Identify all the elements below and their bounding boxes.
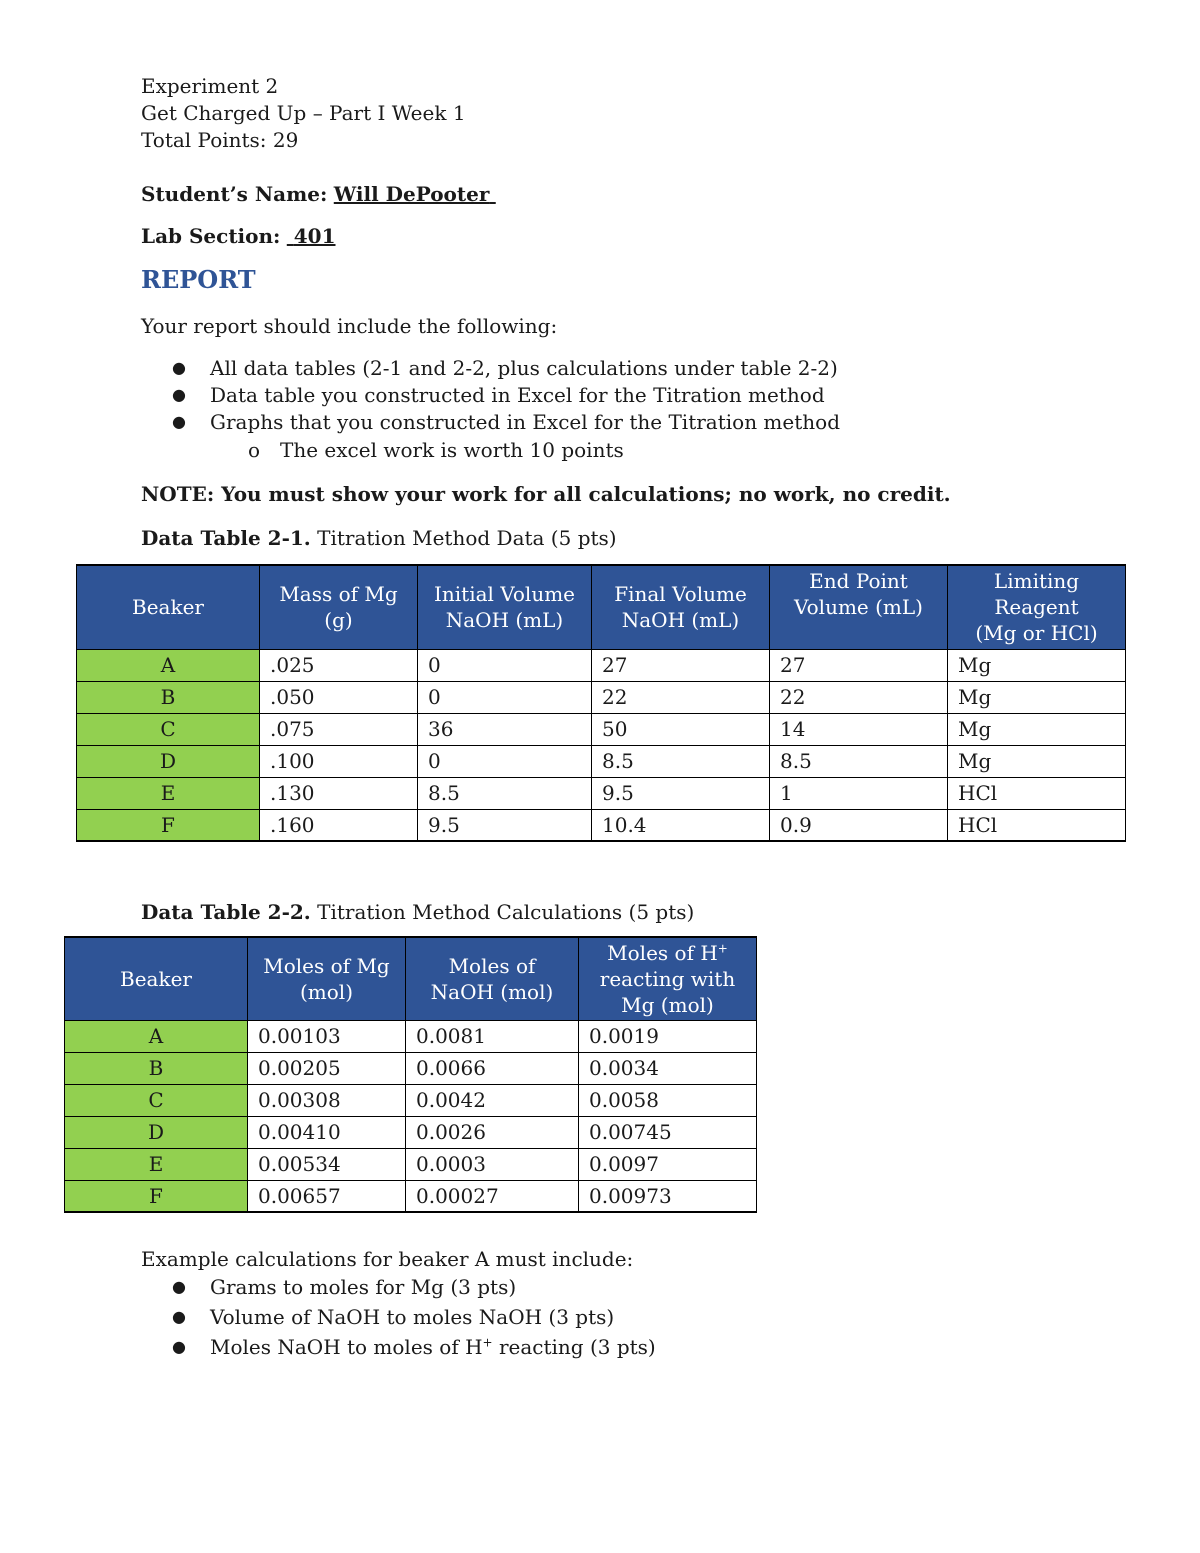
beaker-cell: B (77, 681, 260, 713)
table-cell: 0.00205 (248, 1052, 406, 1084)
beaker-cell: E (65, 1148, 248, 1180)
lab-section-value: 401 (293, 224, 336, 248)
table-row (77, 649, 1126, 681)
table-cell: 8.5 (770, 745, 948, 777)
table-cell: 0 (418, 745, 592, 777)
table-cell: 0.9 (770, 809, 948, 841)
table-row (65, 1052, 757, 1084)
student-name-value: Will DePooter (333, 182, 490, 206)
beaker-cell: A (65, 1020, 248, 1052)
table-cell: HCl (948, 777, 1126, 809)
table-cell: 0.00103 (248, 1020, 406, 1052)
table-cell: 0.00308 (248, 1084, 406, 1116)
beaker-cell: F (77, 809, 260, 841)
table-cell: .075 (260, 713, 418, 745)
table-cell: 0.0058 (579, 1084, 757, 1116)
experiment-title: Get Charged Up – Part I Week 1 (141, 101, 466, 125)
table-cell: .025 (260, 649, 418, 681)
table-cell: 8.5 (418, 777, 592, 809)
examples-bullet: ● Volume of NaOH to moles NaOH (3 pts) (172, 1305, 615, 1329)
column-header-h-plus: Moles of H+ reacting with Mg (mol) (579, 937, 757, 1020)
table-row (65, 1116, 757, 1148)
table-cell: .130 (260, 777, 418, 809)
table-cell: 9.5 (418, 809, 592, 841)
table-cell: 8.5 (592, 745, 770, 777)
table-cell: 0.00657 (248, 1180, 406, 1212)
table-cell: 0 (418, 649, 592, 681)
table-cell: 0.0003 (406, 1148, 579, 1180)
beaker-cell: F (65, 1180, 248, 1212)
table-cell: 0.00410 (248, 1116, 406, 1148)
table-cell: 27 (770, 649, 948, 681)
column-header: Final Volume NaOH (mL) (592, 565, 770, 649)
beaker-cell: D (65, 1116, 248, 1148)
titration-data-table (76, 564, 1126, 842)
table-row (65, 1020, 757, 1052)
beaker-cell: C (65, 1084, 248, 1116)
lab-section-line (141, 223, 336, 249)
bullet-icon: ● (172, 1277, 186, 1296)
table-cell: 0.00973 (579, 1180, 757, 1212)
table-header-row (65, 937, 757, 1020)
table-cell: 10.4 (592, 809, 770, 841)
column-header: Moles of Mg (mol) (248, 937, 406, 1020)
report-sub-bullet: o The excel work is worth 10 points (248, 438, 624, 462)
table-cell: 27 (592, 649, 770, 681)
table-cell: 50 (592, 713, 770, 745)
table-cell: 0.0042 (406, 1084, 579, 1116)
table-row (77, 713, 1126, 745)
beaker-cell: C (77, 713, 260, 745)
examples-bullet: ● Moles NaOH to moles of H+ reacting (3 pts) (172, 1335, 656, 1359)
column-header: Limiting Reagent (Mg or HCl) (948, 565, 1126, 649)
beaker-cell: D (77, 745, 260, 777)
table-cell: Mg (948, 649, 1126, 681)
table-cell: 22 (770, 681, 948, 713)
table-row (65, 1148, 757, 1180)
table-cell: 36 (418, 713, 592, 745)
report-bullet: ● Data table you constructed in Excel for the Titration method (172, 383, 825, 407)
table-cell: 0.0081 (406, 1020, 579, 1052)
examples-intro: Example calculations for beaker A must include: (141, 1247, 634, 1271)
experiment-number: Experiment 2 (141, 74, 279, 98)
lab-section-label: Lab Section: (141, 224, 281, 248)
beaker-cell: E (77, 777, 260, 809)
table-cell: 9.5 (592, 777, 770, 809)
student-name-line (141, 181, 496, 207)
table-cell: 14 (770, 713, 948, 745)
table-row (65, 1084, 757, 1116)
total-points: Total Points: 29 (141, 128, 299, 152)
beaker-cell: A (77, 649, 260, 681)
table-cell: 0.00027 (406, 1180, 579, 1212)
table-cell: 0.0019 (579, 1020, 757, 1052)
column-header: End Point Volume (mL) (770, 565, 948, 649)
bullet-icon: ● (172, 1307, 186, 1326)
report-bullet: ● All data tables (2-1 and 2-2, plus calculations under table 2-2) (172, 356, 838, 380)
table-cell: 1 (770, 777, 948, 809)
table-row (77, 681, 1126, 713)
column-header: Beaker (77, 565, 260, 649)
note-text: NOTE: You must show your work for all calculations; no work, no credit. (141, 482, 951, 506)
table-cell: Mg (948, 713, 1126, 745)
table-cell: 0.00745 (579, 1116, 757, 1148)
beaker-cell: B (65, 1052, 248, 1084)
table-cell: Mg (948, 745, 1126, 777)
table-cell: .100 (260, 745, 418, 777)
table-row (77, 809, 1126, 841)
examples-bullet: ● Grams to moles for Mg (3 pts) (172, 1275, 517, 1299)
report-bullet: ● Graphs that you constructed in Excel for the Titration method (172, 410, 840, 434)
table-cell: 0.0097 (579, 1148, 757, 1180)
table-cell: .050 (260, 681, 418, 713)
table-cell: 0.0034 (579, 1052, 757, 1084)
table-cell: 22 (592, 681, 770, 713)
table-row (77, 745, 1126, 777)
student-name-label: Student’s Name: (141, 182, 328, 206)
table-cell: Mg (948, 681, 1126, 713)
table-row (77, 777, 1126, 809)
table-cell: 0.0026 (406, 1116, 579, 1148)
bullet-icon: ● (172, 1337, 186, 1356)
column-header: Beaker (65, 937, 248, 1020)
column-header: Mass of Mg (g) (260, 565, 418, 649)
report-intro: Your report should include the following: (141, 314, 558, 338)
table-header-row (77, 565, 1126, 649)
bullet-icon: ● (172, 385, 186, 404)
table-row (65, 1180, 757, 1212)
table-cell: 0.00534 (248, 1148, 406, 1180)
table1-caption: Data Table 2-1. Titration Method Data (5 pts) (141, 526, 617, 550)
table-cell: 0 (418, 681, 592, 713)
table-cell: HCl (948, 809, 1126, 841)
titration-calculations-table (64, 936, 757, 1213)
bullet-icon: ● (172, 412, 186, 431)
report-heading: REPORT (141, 265, 256, 294)
bullet-icon: ● (172, 358, 186, 377)
column-header: Initial Volume NaOH (mL) (418, 565, 592, 649)
table-cell: 0.0066 (406, 1052, 579, 1084)
table2-caption: Data Table 2-2. Titration Method Calculations (5 pts) (141, 900, 695, 924)
column-header: Moles of NaOH (mol) (406, 937, 579, 1020)
sub-bullet-marker: o (248, 438, 261, 462)
table-cell: .160 (260, 809, 418, 841)
